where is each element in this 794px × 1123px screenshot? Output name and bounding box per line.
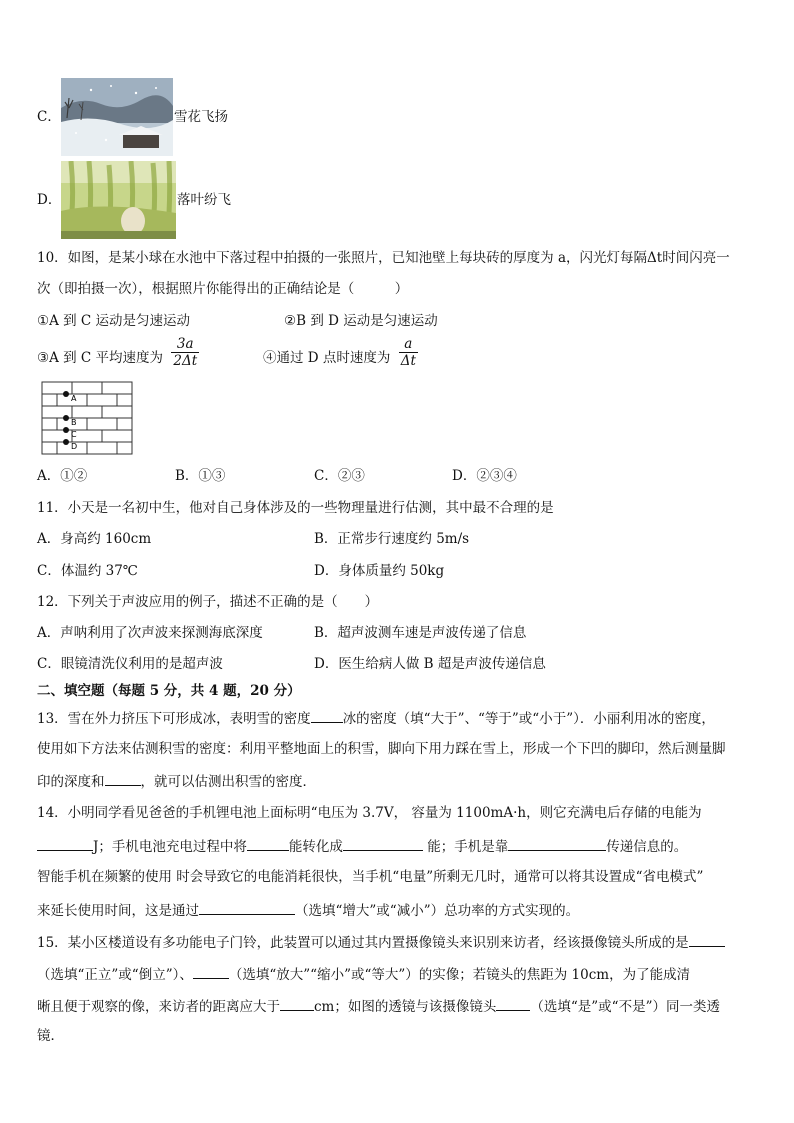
q12-choice-c: C．眼镜清洗仪利用的是超声波: [37, 656, 223, 672]
q14-blank-signal[interactable]: [508, 836, 606, 851]
q14-line1: 14．小明同学看见爸爸的手机锂电池上面标明“电压为 3.7V， 容量为 1100mA·h，则它充满电后存储的电能为: [37, 805, 702, 821]
q10-stem-line1: 10．如图，是某小球在水池中下落过程中拍摄的一张照片，已知池壁上每块砖的厚度为 a，闪光灯每隔Δt时间闪亮一: [37, 250, 730, 266]
q14-blank-power[interactable]: [199, 900, 295, 915]
q14-text: 来延长使用时间，这是通过: [37, 903, 199, 919]
ball-position-c: [63, 427, 69, 433]
q11-choice-d: D．身体质量约 50kg: [314, 563, 445, 579]
q15-blank-4[interactable]: [496, 996, 530, 1011]
willow-scene-image: [61, 161, 176, 239]
q14-line4: [37, 900, 579, 920]
q14-blank-energy-from[interactable]: [247, 836, 289, 851]
q10-statement-1: ①A 到 C 运动是匀速运动: [37, 313, 191, 329]
q15-blank-3[interactable]: [280, 996, 314, 1011]
option-d-text: 落叶纷飞: [177, 192, 231, 208]
q11-choice-a: A．身高约 160cm: [37, 531, 152, 547]
q15-blank-1[interactable]: [689, 932, 725, 947]
q14-text: 传递信息的。: [606, 839, 688, 855]
q10-statement-3-text: ③A 到 C 平均速度为: [37, 350, 164, 366]
q14-text: J；手机电池充电过程中将: [93, 839, 247, 855]
q10-statement-4-text: ④通过 D 点时速度为: [263, 350, 391, 366]
section-heading-fill-in: 二、填空题（每题 5 分，共 4 题，20 分）: [37, 683, 301, 699]
q11-choice-c: C．体温约 37℃: [37, 563, 138, 579]
q15-line4: 镜．: [37, 1028, 64, 1044]
q10-fraction-3a-2dt: [171, 336, 199, 369]
q12-stem: 12．下列关于声波应用的例子，描述不正确的是（ ）: [37, 594, 379, 610]
q11-choice-b: B．正常步行速度约 5m/s: [314, 531, 470, 547]
q10-statement-4: [263, 336, 418, 369]
q13-line1: [37, 708, 715, 728]
option-c-letter: C．: [37, 109, 61, 125]
q13-blank-2[interactable]: [105, 771, 141, 786]
q11-stem: 11．小天是一名初中生，他对自己身体涉及的一些物理量进行估测，其中最不合理的是: [37, 500, 554, 516]
q10-statement-2: ②B 到 D 运动是匀速运动: [284, 313, 438, 329]
q15-blank-2[interactable]: [193, 964, 229, 979]
ball-position-b: [63, 415, 69, 421]
q10-choice-c: C．②③: [314, 468, 365, 484]
q12-choice-b: B．超声波测车速是声波传递了信息: [314, 625, 527, 641]
fraction-numerator: 3a: [171, 336, 199, 353]
q10-statement-3: [37, 336, 199, 369]
label-b: B: [71, 418, 77, 427]
q15-text: （选填“是”或“不是”）同一类透: [530, 999, 720, 1015]
q15-text: （选填“正立”或“倒立”）、: [37, 967, 193, 983]
q14-line2: [37, 836, 687, 856]
q15-text: 晰且便于观察的像，来访者的距离应大于: [37, 999, 280, 1015]
q13-blank-1[interactable]: [311, 708, 343, 723]
q14-text: 能；手机是靠: [422, 839, 509, 855]
q15-text: 15．某小区楼道设有多功能电子门铃，此装置可以通过其内置摄像镜头来识别来访者，经该摄像镜头所成的是: [37, 935, 689, 951]
snow-scene-image: [61, 78, 173, 156]
fraction-numerator: a: [399, 336, 418, 353]
q13-text: ，就可以估测出积雪的密度．: [140, 774, 316, 790]
fraction-denominator: Δt: [400, 353, 416, 369]
option-d-letter: D．: [37, 192, 62, 208]
q14-text: 能转化成: [288, 839, 343, 855]
q12-choice-a: A．声呐利用了次声波来探测海底深度: [37, 625, 263, 641]
q13-text: 印的深度和: [37, 774, 105, 790]
brick-wall-diagram: [40, 380, 134, 460]
q13-line2: 使用如下方法来估测积雪的密度：利用平整地面上的积雪，脚向下用力踩在雪上，形成一个下凹的脚印，然后测量脚: [37, 741, 726, 757]
ball-position-d: [63, 439, 69, 445]
q13-text: 冰的密度（填“大于”、“等于”或“小于”）．小丽利用冰的密度，: [342, 711, 715, 727]
q15-line2: [37, 964, 690, 984]
q15-line3: [37, 996, 720, 1016]
q10-choice-d: D．②③④: [452, 468, 517, 484]
q13-line3: [37, 771, 316, 791]
q10-fraction-a-dt: [399, 336, 418, 369]
label-d: D: [71, 442, 78, 451]
q14-text: （选填“增大”或“减小”）总功率的方式实现的。: [295, 903, 580, 919]
label-c: C: [71, 430, 77, 439]
fraction-denominator: 2Δt: [173, 353, 198, 369]
q14-blank-energy-to[interactable]: [343, 836, 423, 851]
q14-line3: 智能手机在频繁的使用 时会导致它的电能消耗很快，当手机“电量”所剩无几时，通常可以将其设置成“省电模式”: [37, 869, 704, 885]
ball-position-a: [63, 391, 69, 397]
label-a: A: [71, 394, 77, 403]
option-c-text: 雪花飞扬: [174, 109, 228, 125]
q14-blank-energy[interactable]: [37, 836, 93, 851]
q10-choice-b: B．①③: [175, 468, 226, 484]
q15-text: cm；如图的透镜与该摄像镜头: [314, 999, 497, 1015]
q15-line1: [37, 932, 725, 952]
q10-choice-a: A．①②: [37, 468, 88, 484]
q12-choice-d: D．医生给病人做 B 超是声波传递信息: [314, 656, 546, 672]
q13-text: 13．雪在外力挤压下可形成冰，表明雪的密度: [37, 711, 311, 727]
q15-text: （选填“放大”“缩小”或“等大”）的实像；若镜头的焦距为 10cm，为了能成清: [228, 967, 691, 983]
q10-stem-line2: 次（即拍摄一次），根据照片你能得出的正确结论是（ ）: [37, 281, 409, 297]
